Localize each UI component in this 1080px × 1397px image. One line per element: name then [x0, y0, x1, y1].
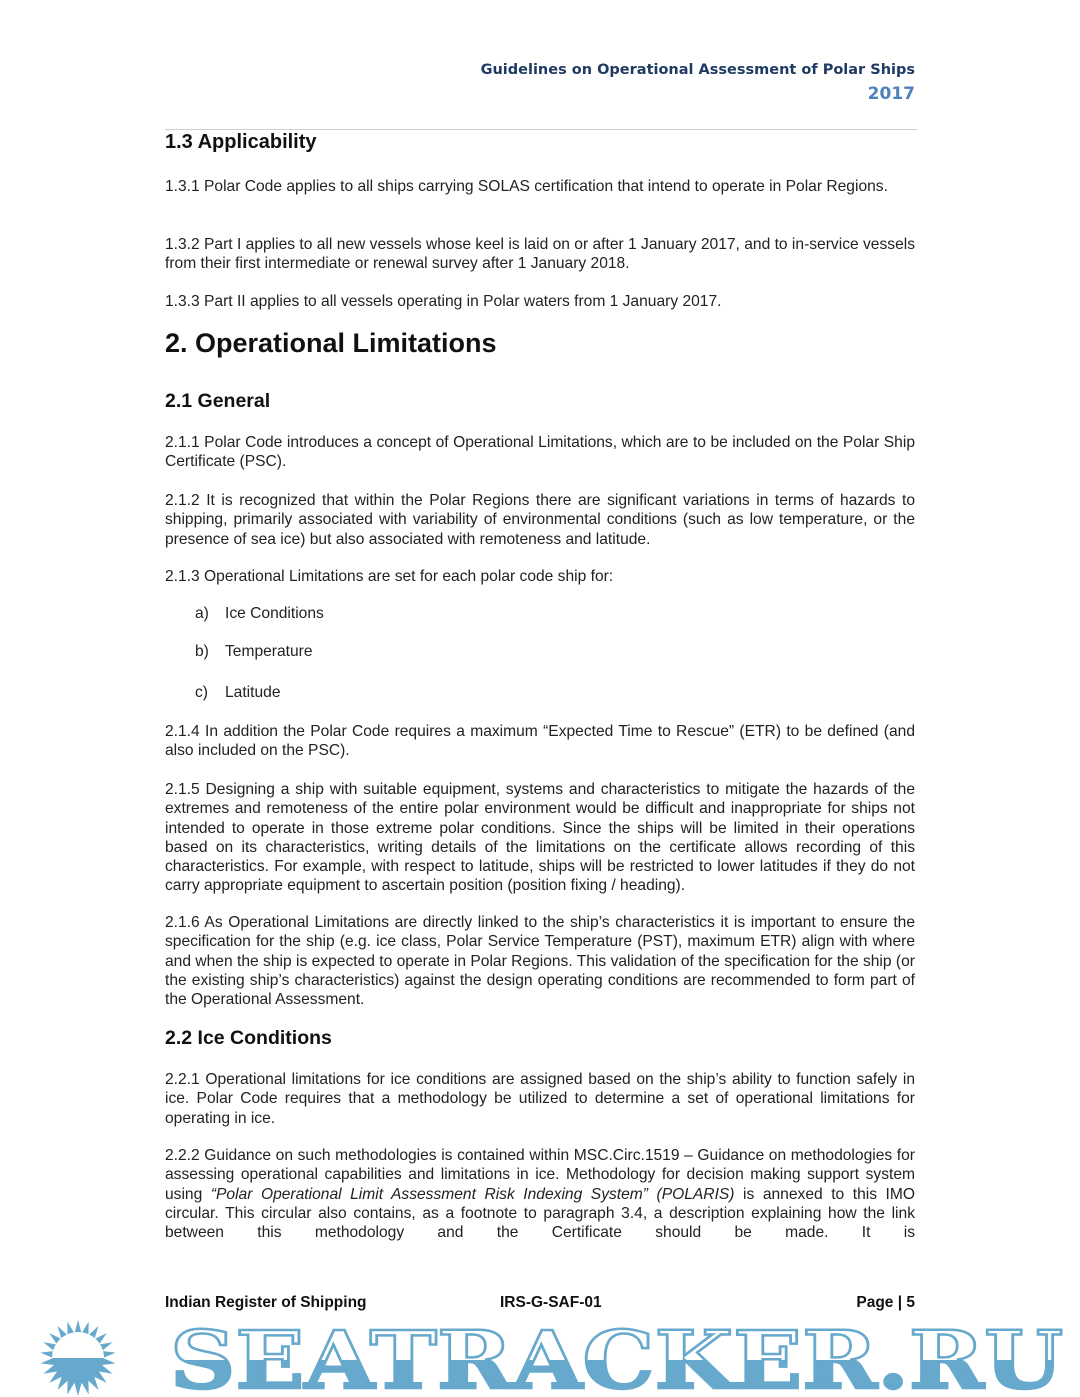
- polaris-title: “Polar Operational Limit Assessment Risk Indexing System” (POLARIS): [210, 1185, 735, 1203]
- list-item: [195, 605, 324, 623]
- section-heading-2-1: 2.1 General: [165, 390, 271, 412]
- paragraph-2-1-3: 2.1.3 Operational Limitations are set for each polar code ship for:: [165, 568, 614, 585]
- paragraph-2-1-4: 2.1.4 In addition the Polar Code requires a maximum “Expected Time to Rescue” (ETR) to be defined (and also included on the PSC).: [165, 723, 915, 760]
- footer-document-code: IRS-G-SAF-01: [500, 1294, 602, 1311]
- paragraph-2-1-5: 2.1.5 Designing a ship with suitable equipment, systems and characteristics to mitigate the hazards of the extremes and remoteness of the entire polar environment would be difficult and inappropriate for ships not intended to operate in those extreme polar conditions. Since the ships will be limited in their operations based on its characteristics, writing details of the limitations on the certificate allows recording of this characteristics. For example, with respect to latitude, ships will be restricted to lower latitudes if they do not carry appropriate equipment to ascertain position (position fixing / heading).: [165, 781, 915, 895]
- footer-organization: Indian Register of Shipping: [165, 1294, 367, 1311]
- list-text: Latitude: [225, 684, 281, 701]
- list-marker: c): [195, 684, 208, 701]
- footer-page-number: Page | 5: [856, 1294, 915, 1311]
- chapter-heading-2: 2. Operational Limitations: [165, 328, 497, 358]
- section-heading-1-3: 1.3 Applicability: [165, 131, 317, 153]
- list-marker: b): [195, 643, 209, 660]
- watermark-text: SEATRACKER.RU: [170, 1318, 1063, 1397]
- paragraph-1-3-1: 1.3.1 Polar Code applies to all ships carrying SOLAS certification that intend to operate in Polar Regions.: [165, 178, 888, 195]
- paragraph-1-3-3: 1.3.3 Part II applies to all vessels operating in Polar waters from 1 January 2017.: [165, 293, 722, 310]
- list-item: [195, 684, 281, 702]
- paragraph-2-2-1: 2.2.1 Operational limitations for ice conditions are assigned based on the ship’s ability to function safely in ice. Polar Code requires that a methodology be utilized to determine a set of operational limitations for operating in ice.: [165, 1071, 915, 1127]
- list-item: [195, 643, 313, 661]
- paragraph-text: 2.2.2 Guidance on such methodologies is contained within MSC.Circ.1519 – Guidance on methodologies for assessing operational capabilities and limitations in ice. Methodology for decision making support system using: [165, 1147, 915, 1203]
- section-heading-2-2: 2.2 Ice Conditions: [165, 1027, 332, 1049]
- paragraph-text: is annexed to this IMO circular. This circular also contains, as a footnote to paragraph 3.4, a description explaining how the link between this methodology and the Certificate should be made. It is: [165, 1185, 915, 1242]
- list-text: Temperature: [225, 643, 313, 660]
- list-text: Ice Conditions: [225, 605, 324, 622]
- paragraph-2-2-2: [165, 1146, 915, 1242]
- header-divider: [165, 129, 917, 130]
- header-title: Guidelines on Operational Assessment of Polar Ships: [480, 62, 915, 78]
- paragraph-2-1-6: 2.1.6 As Operational Limitations are directly linked to the ship’s characteristics it is important to ensure the specification for the ship (e.g. ice class, Polar Service Temperature (PST), maximum ETR) align with where and when the ship is expected to operate in Polar Regions. This validation of the specification for the ship (or the existing ship’s characteristics) against the design operating conditions are recommended to form part of the Operational Assessment.: [165, 914, 915, 1009]
- list-marker: a): [195, 605, 209, 622]
- header-year: 2017: [867, 84, 915, 104]
- sun-icon: [40, 1320, 115, 1396]
- paragraph-1-3-2: 1.3.2 Part I applies to all new vessels whose keel is laid on or after 1 January 2017, and to in-service vessels from their first intermediate or renewal survey after 1 January 2018.: [165, 236, 915, 273]
- paragraph-2-1-2: 2.1.2 It is recognized that within the Polar Regions there are significant variations in terms of hazards to shipping, primarily associated with variability of environmental conditions (such as low temperature, or the presence of sea ice) but also associated with remoteness and latitude.: [165, 492, 915, 548]
- seatracker-watermark: [0, 1318, 1080, 1397]
- paragraph-2-1-1: 2.1.1 Polar Code introduces a concept of Operational Limitations, which are to be included on the Polar Ship Certificate (PSC).: [165, 434, 915, 471]
